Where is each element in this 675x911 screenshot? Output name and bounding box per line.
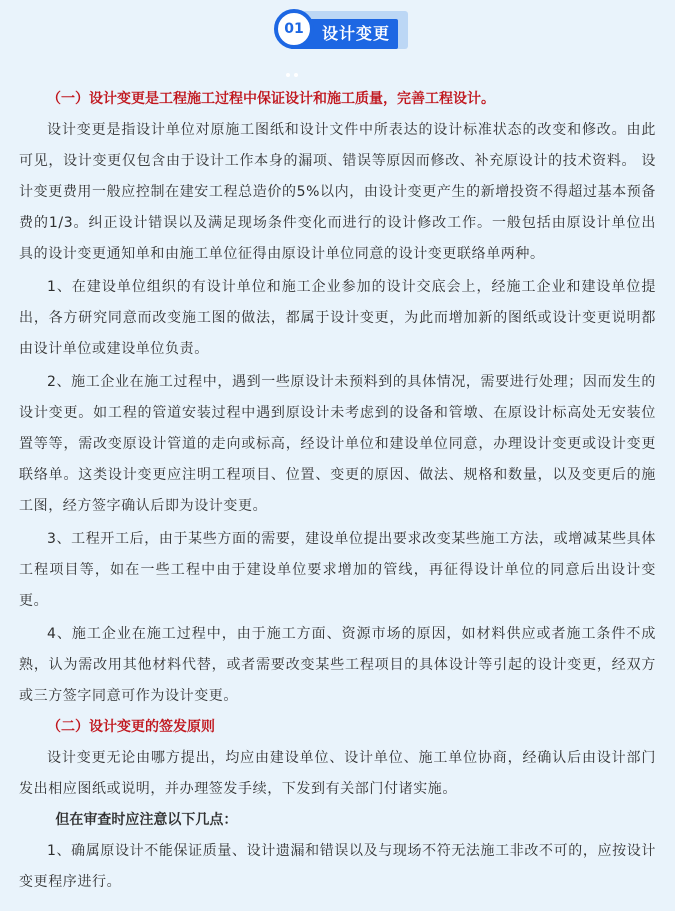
subheading: 但在审查时应注意以下几点： <box>55 812 238 828</box>
section-number: 01 <box>284 21 304 37</box>
section-header <box>0 0 675 72</box>
paragraph-6: 设计变更无论由哪方提出，均应由建设单位、设计单位、施工单位协商，经确认后由设计部门发出相应图纸或说明，并办理签发手续，下发到有关部门付诸实施。 <box>19 750 656 797</box>
paragraph-1: 设计变更是指设计单位对原施工图纸和设计文件中所表达的设计标准状态的改变和修改。由此可见，设计变更仅包含由于设计工作本身的漏项、错误等原因而修改、补充原设计的技术资料。 设计变更费用一般应控制在建安工程总造价的5%以内，由设计变更产生的新增投资不得超过基本预备费的1/3。纠正设计错误以及满足现场条件变化而进行的设计修改工作。一般包括由原设计单位出具的设计变更通知单和由施工单位征得由原设计单位同意的设计变更联络单两种。 <box>19 122 656 262</box>
badge-number-circle <box>274 9 314 49</box>
heading-1: （一）设计变更是工程施工过程中保证设计和施工质量，完善工程设计。 <box>47 91 495 107</box>
paragraph-4: 3、工程开工后，由于某些方面的需要，建设单位提出要求改变某些施工方法，或增减某些具体工程项目等，如在一些工程中由于建设单位要求增加的管线，再征得设计单位的同意后出设计变更。 <box>19 531 656 609</box>
paragraph-7: 1、确属原设计不能保证质量、设计遗漏和错误以及与现场不符无法施工非改不可的，应按设计变更程序进行。 <box>19 843 656 890</box>
paragraph-5: 4、施工企业在施工过程中，由于施工方面、资源市场的原因，如材料供应或者施工条件不成熟，认为需改用其他材料代替，或者需要改变某些工程项目的具体设计等引起的设计变更，经双方或三方签字同意可作为设计变更。 <box>19 626 656 704</box>
decorative-dots <box>286 62 306 68</box>
section-title: 设计变更 <box>321 24 390 43</box>
paragraph-2: 1、在建设单位组织的有设计单位和施工企业参加的设计交底会上，经施工企业和建设单位提出，各方研究同意而改变施工图的做法，都属于设计变更，为此而增加新的图纸或设计变更说明都由设计单位或建设单位负责。 <box>19 279 656 357</box>
heading-2: （二）设计变更的签发原则 <box>47 719 215 735</box>
section-badge <box>270 7 410 53</box>
paragraph-3: 2、施工企业在施工过程中，遇到一些原设计未预料到的具体情况，需要进行处理；因而发生的设计变更。如工程的管道安装过程中遇到原设计未考虑到的设备和管墩、在原设计标高处无安装位置等等，需改变原设计管道的走向或标高，经设计单位和建设单位同意，办理设计变更或设计变更联络单。这类设计变更应注明工程项目、位置、变更的原因、做法、规格和数量，以及变更后的施工图，经方签字确认后即为设计变更。 <box>19 374 656 514</box>
article-body <box>19 84 656 898</box>
